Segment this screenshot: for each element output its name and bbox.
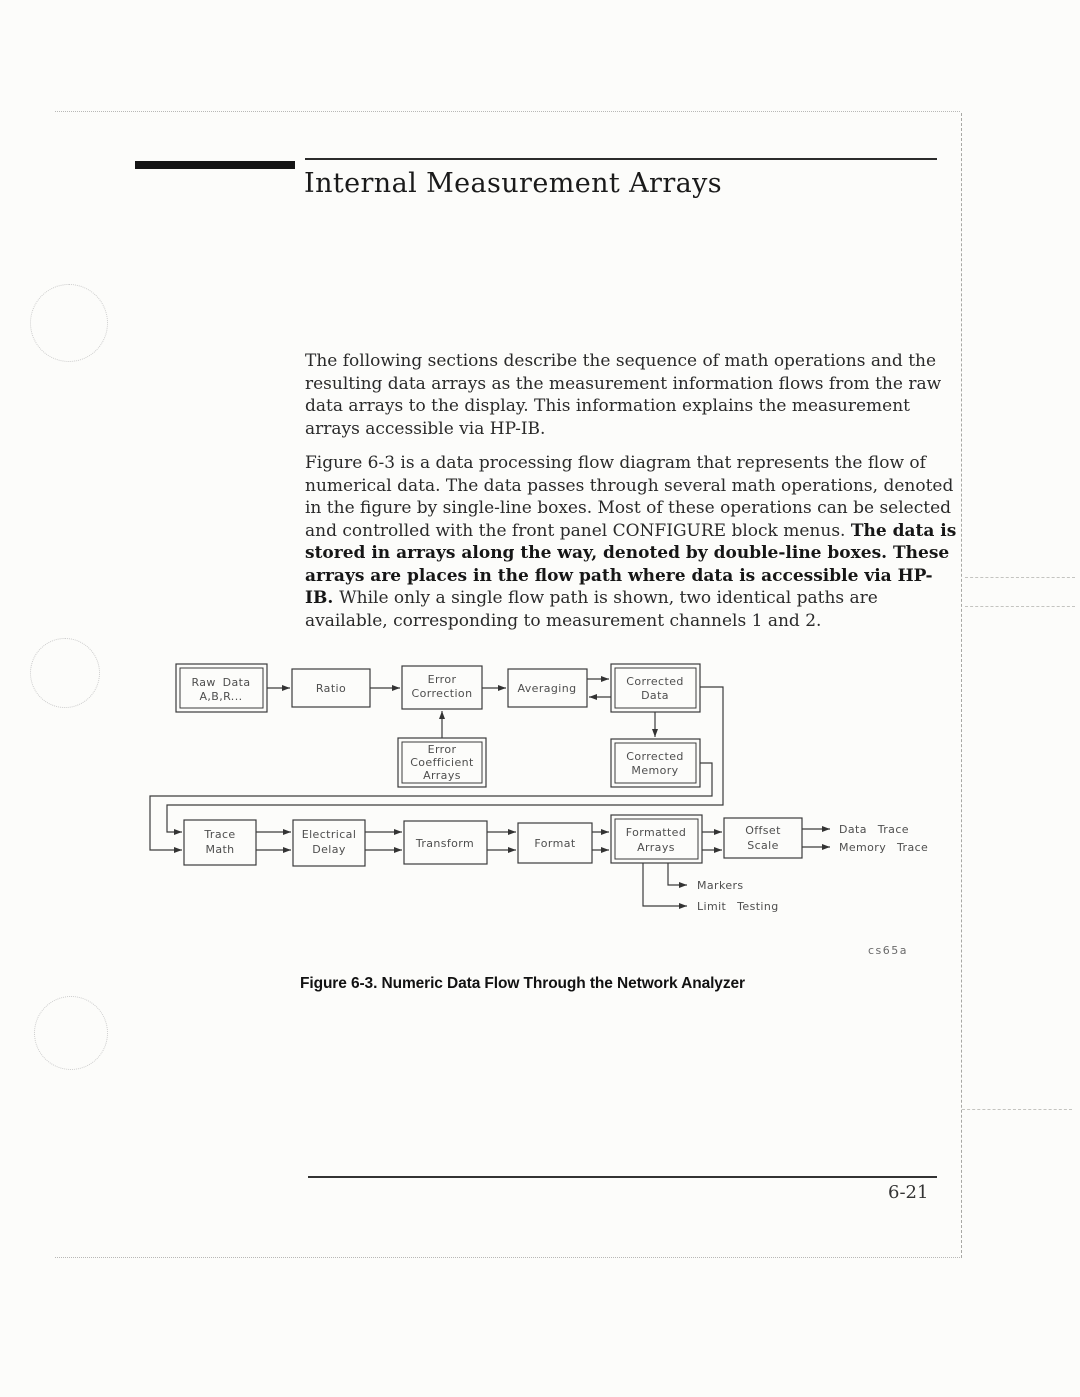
box-averaging-label: Averaging [517,682,577,695]
label-data-trace: Data Trace [839,823,909,836]
box-formatted-arrays-label: Formatted Arrays [625,826,687,854]
box-raw-data [176,664,267,712]
box-trace-math-label: Trace Math [204,828,236,856]
paragraph-2-bold: The data is stored in arrays along the way, denoted by double-line boxes. These arrays are places in the flow path where data is accessible via HP-IB. [305,520,957,608]
box-electrical-delay [293,820,365,866]
figure-plot-code: cs65a [868,944,909,957]
label-markers: Markers [697,879,744,892]
box-ratio [292,669,370,707]
paragraph-2-normal-1: Figure 6-3 is a data processing flow diagram that represents the flow of numerical data. The data passes through several math operations, denoted in the figure by single-line boxes. Most of these operations can be selected and controlled with the front panel CONFIGURE block menus. [305,453,954,541]
box-corrected-data [611,664,700,712]
box-transform [404,821,487,864]
box-electrical-delay-label: Electrical Delay [301,828,357,856]
footer-rule [308,1176,937,1178]
box-corrected-memory [611,739,700,787]
box-corrected-memory-label: Corrected Memory [626,750,684,777]
box-offset-scale [724,818,802,858]
label-limit-testing: Limit Testing [697,900,779,913]
box-error-correction [402,666,482,709]
box-trace-math [184,820,256,865]
label-memory-trace: Memory Trace [839,841,929,854]
box-error-coefficient-arrays [398,738,486,787]
figure-caption: Figure 6-3. Numeric Data Flow Through the Network Analyzer [300,975,745,992]
page-title: Internal Measurement Arrays [304,168,723,199]
box-format-label: Format [534,837,576,850]
box-format [518,823,592,863]
paragraph-1: The following sections describe the sequence of math operations and the resulting data arrays as the measurement information flows from the raw data arrays to the display. This information explains the measurement arrays accessible via HP-IB. [305,351,942,439]
page-number: 6-21 [888,1182,929,1203]
box-error-correction-label: Error Correction [411,673,473,700]
box-error-coefficient-arrays-label: Error Coefficient Arrays [410,743,474,782]
paragraph-2-normal-2: While only a single flow path is shown, two identical paths are available, corresponding to measurement channels 1 and 2. [305,588,878,631]
diagram-connectors [150,679,830,906]
box-ratio-label: Ratio [315,682,347,695]
box-raw-data-label: Raw Data A,B,R... [191,676,251,703]
box-offset-scale-label: Offset Scale [745,824,781,852]
box-corrected-data-label: Corrected Data [626,675,684,702]
box-transform-label: Transform [415,837,475,850]
box-averaging [508,669,587,707]
box-formatted-arrays [611,815,702,863]
